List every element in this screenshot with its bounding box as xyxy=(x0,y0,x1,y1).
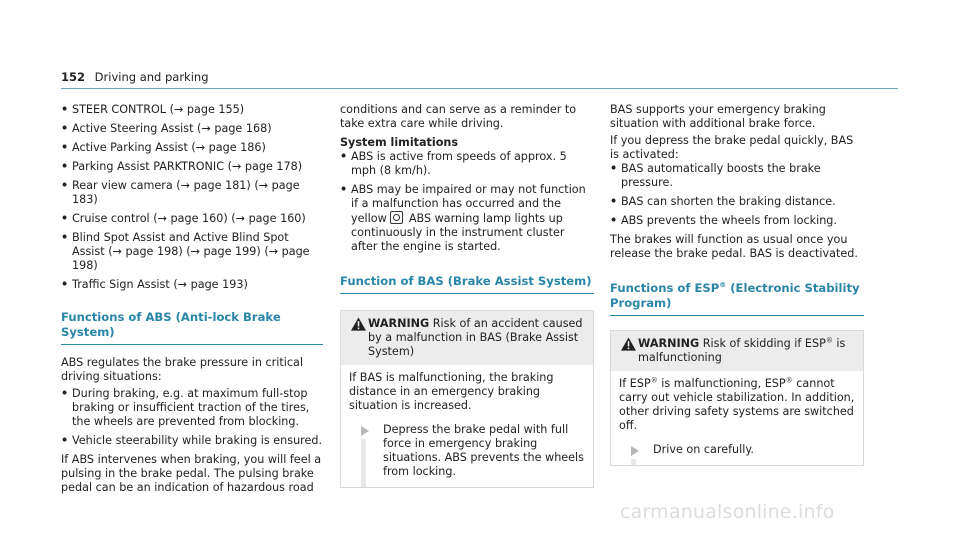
column-3 xyxy=(610,103,864,466)
bas-bullet: • BAS automatically boosts the brake pressure. xyxy=(610,162,864,190)
limitation-bullet-tail: ABS warning lamp lights up continuously in the instrument cluster after the engine is started. xyxy=(351,212,565,253)
link-steer-control[interactable]: • STEER CONTROL (→ page 155) xyxy=(61,103,323,117)
warning-text: is malfunctioning, ESP xyxy=(657,377,786,390)
esp-warning-box xyxy=(610,330,864,466)
watermark: carmanualsonline.info xyxy=(620,501,835,523)
step-arrow-icon xyxy=(631,446,639,456)
link-blind-spot-assist[interactable]: • Blind Spot Assist and Active Blind Spot Assist (→ page 198) (→ page 199) (→ page 198) xyxy=(61,231,323,273)
warning-step xyxy=(349,423,585,479)
warning-description xyxy=(619,377,855,433)
warning-header xyxy=(341,311,593,365)
warning-triangle-icon xyxy=(351,317,366,331)
step-bar xyxy=(631,459,636,465)
warning-title: Risk of skidding if ESP xyxy=(702,337,826,350)
warning-label: WARNING xyxy=(368,317,430,330)
abs-intro: ABS regulates the brake pressure in critical driving situations: xyxy=(61,356,303,383)
header-divider xyxy=(61,88,898,89)
abs-bullet: • During braking, e.g. at maximum full-stop braking or insufficient traction of the tires, the wheels are prevented from blocking. xyxy=(61,387,323,429)
link-active-parking-assist[interactable]: • Active Parking Assist (→ page 186) xyxy=(61,141,323,155)
esp-heading-text: Functions of ESP xyxy=(610,281,720,295)
abs-continued: conditions and can serve as a reminder to take extra care while driving. xyxy=(340,103,577,130)
bas-warning-box xyxy=(340,310,594,488)
system-limitations-heading: System limitations xyxy=(340,136,459,149)
abs-outro: If ABS intervenes when braking, you will feel a pulsing in the brake pedal. The pulsing brake pedal can be an indication of hazardous road xyxy=(61,453,322,494)
column-1 xyxy=(61,103,323,495)
warning-body xyxy=(611,371,863,465)
link-rear-view-camera[interactable]: • Rear view camera (→ page 181) (→ page 183) xyxy=(61,179,323,207)
warning-triangle-icon xyxy=(621,337,636,351)
section-title: Driving and parking xyxy=(94,70,209,84)
abs-bullet: • Vehicle steerability while braking is ensured. xyxy=(61,434,323,448)
registered-mark: ® xyxy=(719,281,727,290)
esp-heading xyxy=(610,281,864,316)
column-2 xyxy=(340,103,594,488)
page-number: 152 xyxy=(61,70,86,84)
link-traffic-sign-assist[interactable]: • Traffic Sign Assist (→ page 193) xyxy=(61,278,323,292)
link-active-steering-assist[interactable]: • Active Steering Assist (→ page 168) xyxy=(61,122,323,136)
page-header xyxy=(61,70,209,84)
registered-mark: ® xyxy=(785,376,793,385)
bas-bullet-list xyxy=(610,162,864,228)
abs-heading: Functions of ABS (Anti-lock Brake System) xyxy=(61,310,323,345)
limitation-bullet xyxy=(340,183,594,254)
related-links-list xyxy=(61,103,323,292)
warning-text: If ESP xyxy=(619,377,651,390)
warning-description: If BAS is malfunctioning, the braking distance in an emergency braking situation is increased. xyxy=(349,371,554,412)
registered-mark: ® xyxy=(825,336,833,345)
bas-outro: The brakes will function as usual once you release the brake pedal. BAS is deactivated. xyxy=(610,233,858,260)
limitation-bullet: • ABS is active from speeds of approx. 5 mph (8 km/h). xyxy=(340,150,594,178)
step-bar xyxy=(361,439,366,487)
warning-label: WARNING xyxy=(638,337,700,350)
warning-body xyxy=(341,365,593,487)
warning-header xyxy=(611,331,863,371)
link-parktronic[interactable]: • Parking Assist PARKTRONIC (→ page 178) xyxy=(61,160,323,174)
bas-heading: Function of BAS (Brake Assist System) xyxy=(340,274,594,294)
esp-heading-text-tail: (Electronic Stability Program) xyxy=(610,281,860,310)
step-arrow-icon xyxy=(361,426,369,436)
warning-text: cannot carry out vehicle stabilization. In addition, other driving safety systems are switched off. xyxy=(619,377,855,432)
warning-step xyxy=(619,443,855,457)
bas-bullet: • ABS prevents the wheels from locking. xyxy=(610,214,864,228)
link-cruise-control[interactable]: • Cruise control (→ page 160) (→ page 160) xyxy=(61,212,323,226)
limitation-bullet-text: ABS may be impaired or may not function if a malfunction has occurred and the yellow xyxy=(351,183,586,225)
bas-activation: If you depress the brake pedal quickly, BAS is activated: xyxy=(610,134,854,161)
step-text: Depress the brake pedal with full force in emergency braking situations. ABS prevents the wheels from locking. xyxy=(383,423,584,478)
bas-bullet: • BAS can shorten the braking distance. xyxy=(610,195,864,209)
abs-warning-lamp-icon xyxy=(390,211,403,224)
limitations-list xyxy=(340,150,594,254)
step-text: Drive on carefully. xyxy=(653,443,754,456)
warning-title: Risk of an accident caused by a malfunction in BAS (Brake Assist System) xyxy=(368,317,583,358)
abs-bullet-list xyxy=(61,387,323,448)
warning-title-tail: is malfunctioning xyxy=(638,337,846,364)
registered-mark: ® xyxy=(650,376,658,385)
bas-intro: BAS supports your emergency braking situation with additional brake force. xyxy=(610,103,826,130)
